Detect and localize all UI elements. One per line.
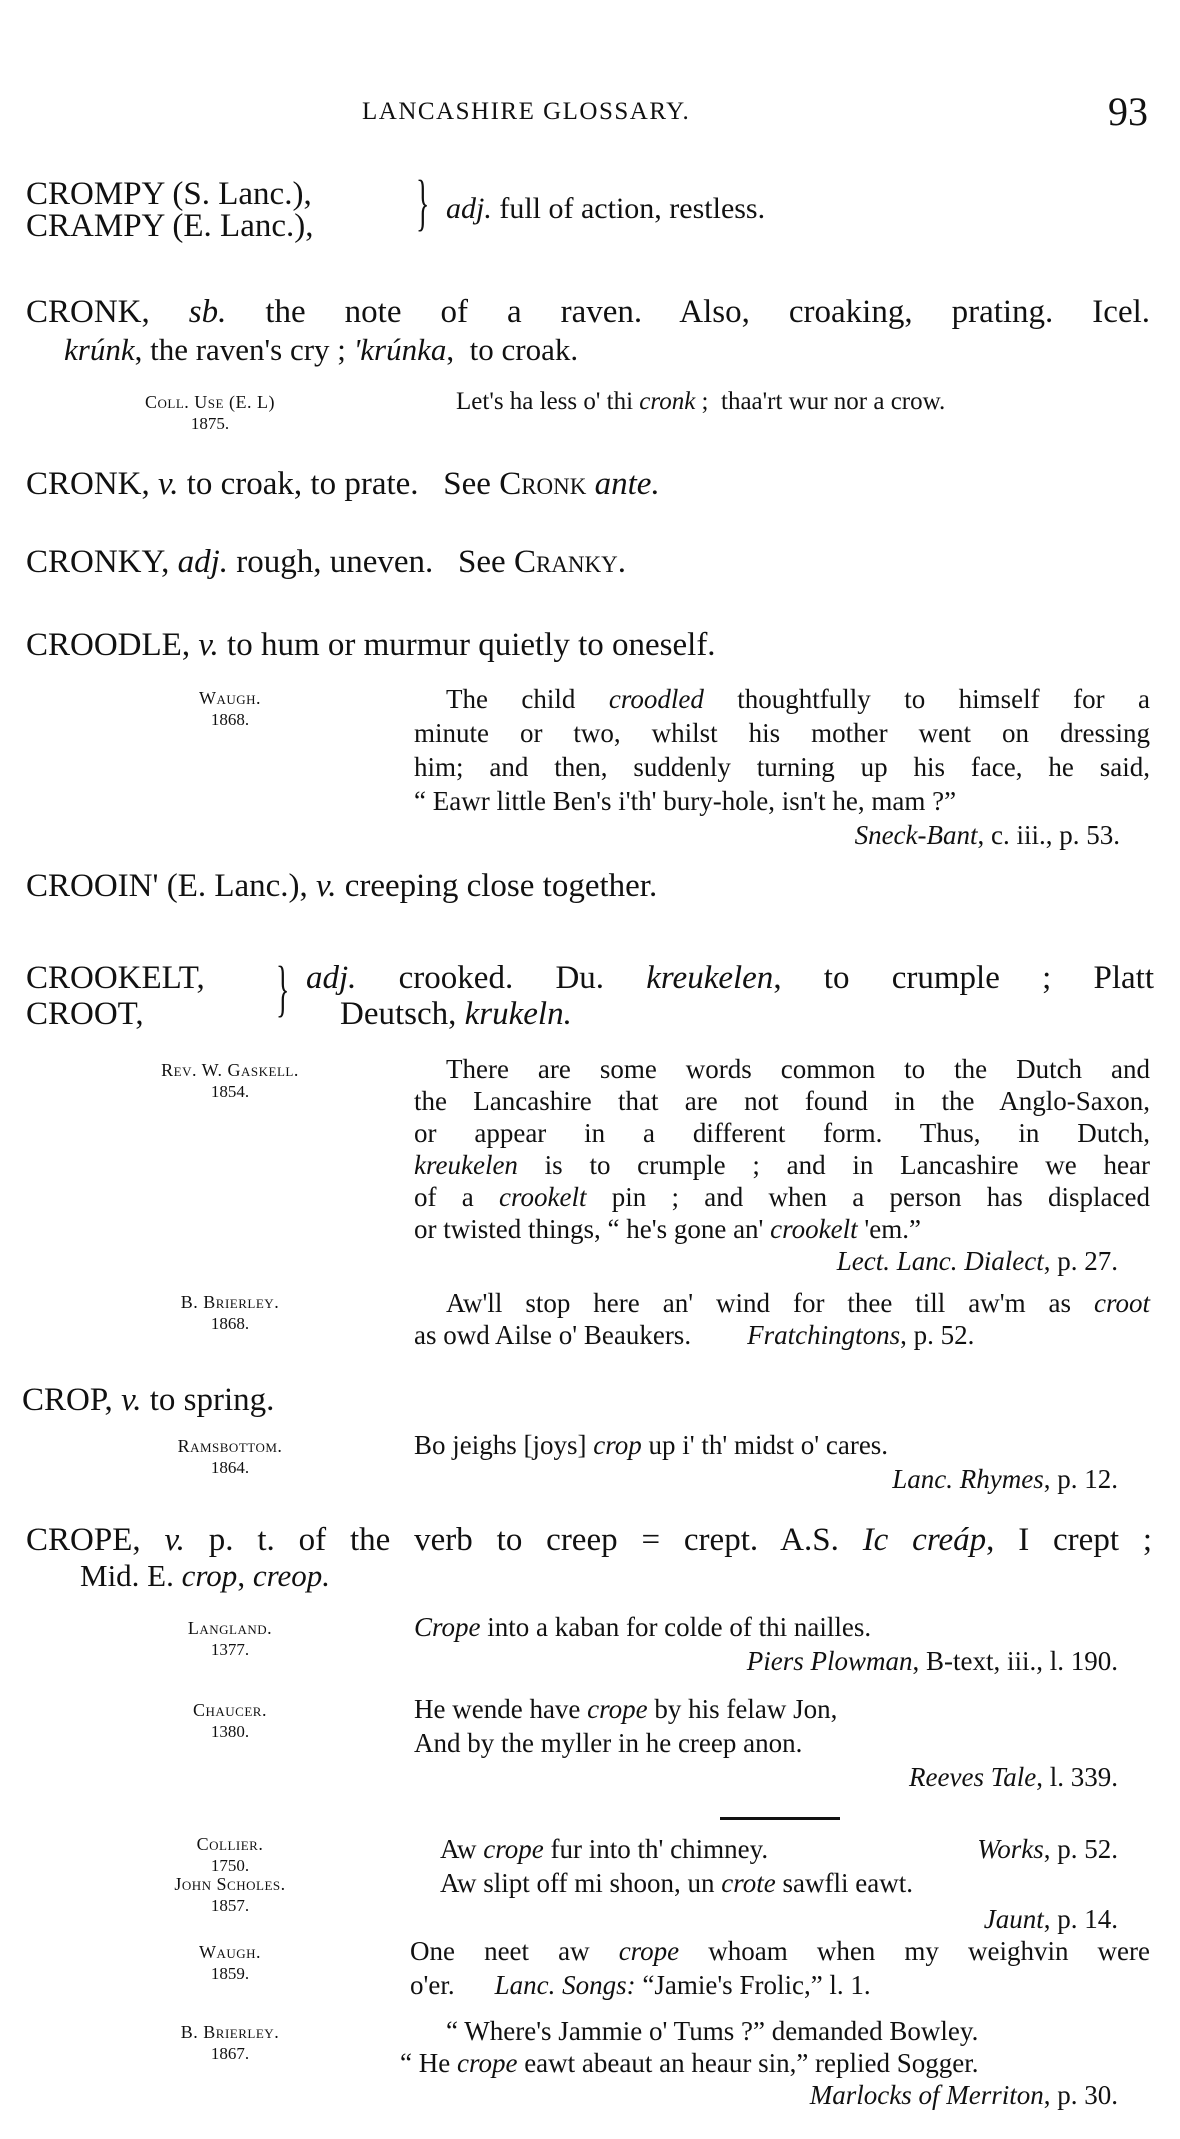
entry-cronky (26, 544, 626, 581)
citation-author: Rev. W. Gaskell. (161, 1060, 299, 1080)
text: Aw (440, 1834, 484, 1864)
text: sawfli eawt. (775, 1868, 913, 1898)
quote-line (414, 1320, 974, 1351)
brace: } (276, 955, 290, 1023)
citation-author: Collier. (196, 1834, 264, 1854)
quote-line: minute or two, whilst his mother went on dressing (414, 718, 1150, 748)
text: , to croak. (446, 332, 579, 367)
citation-year: 1875. (190, 414, 230, 433)
text: Aw'll stop here an' wind for thee till aw'm as (446, 1288, 1094, 1318)
definition-text: creeping close together. (336, 868, 658, 904)
text: crope (587, 1694, 648, 1724)
source-title: Marlocks of Merriton (809, 2080, 1044, 2110)
foreign-word: krúnk (64, 332, 135, 367)
citation-author: Ramsbottom. (177, 1436, 283, 1456)
foreign-word: kreukelen (646, 960, 774, 996)
text: of a (414, 1182, 500, 1212)
etymology (80, 1558, 330, 1594)
source-line (909, 1762, 1118, 1793)
part-of-speech: adj. (446, 192, 492, 225)
source-line (837, 1246, 1118, 1277)
source-title: Lanc. Songs: (494, 1970, 636, 2000)
headword: CROOIN' (E. Lanc.), (26, 868, 308, 904)
quote-line (400, 2048, 979, 2079)
headword-line (26, 627, 716, 664)
definition-line (306, 960, 1154, 997)
foreign-word: krukeln. (464, 996, 572, 1032)
source-title: Reeves Tale (909, 1762, 1037, 1792)
citation-author: B. Brierley. (180, 1292, 280, 1312)
citation-year: 1859. (210, 1964, 250, 1983)
text: up i' th' midst o' cares. (641, 1430, 889, 1460)
source-ref: “Jamie's Frolic,” l. 1. (635, 1970, 871, 2000)
headword-line (26, 1522, 1152, 1559)
definition-text: to hum or murmur quietly to oneself. (218, 627, 716, 663)
text: crote (721, 1868, 776, 1898)
headword: CRAMPY (E. Lanc.), (26, 208, 314, 244)
text: One neet aw (410, 1936, 619, 1966)
quote-line (414, 1430, 888, 1461)
cross-reference: Cranky. (513, 544, 626, 580)
quote-line (410, 1936, 1150, 1967)
text: He wende have (414, 1694, 588, 1724)
text: crooked. Du. (356, 960, 647, 996)
source-title: Piers Plowman (746, 1646, 913, 1676)
part-of-speech: v. (307, 868, 337, 904)
foreign-word: 'krúnka (353, 332, 447, 367)
text: Aw slipt off mi shoon, un (440, 1868, 722, 1898)
citation-year: 1864. (210, 1458, 250, 1477)
citation-year: 1867. (210, 2044, 250, 2063)
text: “ He (400, 2048, 457, 2078)
text: crop (593, 1430, 642, 1460)
text: Deutsch, (340, 996, 465, 1032)
text: , the raven's cry ; (134, 332, 354, 367)
quote-line (414, 1214, 921, 1245)
source-ref: , p. 52. (1043, 1834, 1118, 1864)
citation-year: 1857. (210, 1896, 250, 1915)
source-ref: , c. iii., p. 53. (977, 820, 1120, 850)
foreign-word: Ic creáp (862, 1522, 987, 1558)
text: The child (446, 684, 609, 714)
source-title: Works (977, 1834, 1044, 1864)
text: crope (456, 2048, 518, 2078)
text: 'em.” (857, 1214, 921, 1244)
source-line (855, 820, 1120, 851)
citation-author: Waugh. (198, 1942, 262, 1962)
source-ref: , p. 12. (1043, 1464, 1118, 1494)
source-line (977, 1834, 1118, 1865)
source-line (747, 1646, 1118, 1677)
quote-line (446, 684, 1150, 715)
headword: CRONK, (26, 466, 150, 502)
etymology (64, 332, 578, 368)
foreign-word: crop (181, 1558, 238, 1593)
text: croot (1094, 1288, 1150, 1318)
source-title: Jaunt (983, 1904, 1044, 1934)
quote-line (446, 1288, 1150, 1319)
quote-line: “ Eawr little Ben's i'th' bury-hole, isn't he, mam ?” (414, 786, 957, 816)
text: fur into th' chimney. (543, 1834, 769, 1864)
definition-text: p. t. of the verb to creep = crept. A.S. (184, 1522, 863, 1558)
text: into a kaban for colde of thi nailles. (480, 1612, 872, 1642)
source-ref: , p. 52. (900, 1320, 975, 1350)
quote-line (414, 1694, 837, 1725)
quote-line (414, 1182, 1150, 1213)
headword: CROMPY (S. Lanc.), (26, 176, 312, 212)
part-of-speech: adj. (306, 960, 357, 996)
citation-author: Chaucer. (193, 1700, 267, 1720)
running-header: LANCASHIRE GLOSSARY. (362, 98, 691, 125)
quote-line: “ Where's Jammie o' Tums ?” demanded Bowley. (446, 2016, 979, 2046)
text: , to crumple ; Platt (773, 960, 1154, 996)
citation-author: John Scholes. (174, 1874, 286, 1894)
citation-author: B. Brierley. (180, 2022, 280, 2042)
definition-text: to spring. (141, 1382, 275, 1418)
definition (446, 192, 765, 226)
headword-line (26, 294, 1150, 331)
source-line (810, 2080, 1118, 2111)
source-ref: , p. 14. (1043, 1904, 1118, 1934)
part-of-speech: v. (149, 466, 179, 502)
text: pin ; and when a person has displaced (586, 1182, 1150, 1212)
part-of-speech: adj. (169, 544, 229, 580)
text: crookelt (499, 1182, 587, 1212)
part-of-speech: sb. (149, 294, 227, 330)
text: whoam when my weighvin were (679, 1936, 1150, 1966)
text: , I crept ; (986, 1522, 1153, 1558)
text: o'er. (410, 1970, 455, 2000)
headword: CROOT, (26, 996, 144, 1032)
headword: CRONKY, (26, 544, 170, 580)
headword: CROPE, (26, 1522, 141, 1558)
definition-line (340, 996, 572, 1033)
definition-text: rough, uneven. See (228, 544, 514, 580)
headword: CROODLE, (26, 627, 191, 663)
quote-line: And by the myller in he creep anon. (414, 1728, 803, 1758)
source-ref: , p. 27. (1043, 1246, 1118, 1276)
headword-line (22, 1382, 274, 1419)
text: Crope (414, 1612, 481, 1642)
source-title: Lect. Lanc. Dialect (836, 1246, 1044, 1276)
text: crookelt (770, 1214, 858, 1244)
citation-year: 1868. (210, 710, 250, 729)
quote-line (440, 1834, 768, 1865)
citation-year: 1380. (210, 1722, 250, 1741)
citation-year: 1377. (210, 1640, 250, 1659)
definition-text: full of action, restless. (491, 192, 766, 225)
text: Bo jeighs [joys] (414, 1430, 594, 1460)
text: ; thaa'rt wur nor a crow. (695, 388, 946, 415)
source-title: Fratchingtons (747, 1320, 901, 1350)
text: Let's ha less o' thi (456, 388, 640, 415)
citation-author: Waugh. (198, 688, 262, 708)
text: Mid. E. (80, 1558, 182, 1593)
source-ref: , B-text, iii., l. 190. (912, 1646, 1118, 1676)
text: , (237, 1558, 253, 1593)
text: as owd Ailse o' Beaukers. (414, 1320, 692, 1350)
citation-author: Coll. Use (E. L) (145, 392, 275, 412)
text: cronk (639, 388, 696, 415)
citation-year: 1854. (210, 1082, 250, 1101)
part-of-speech: v. (190, 627, 219, 663)
definition-text: to croak, to prate. See (178, 466, 500, 502)
citation-author: Langland. (187, 1618, 273, 1638)
source-ref: , l. 339. (1036, 1762, 1118, 1792)
citation-year: 1750. (210, 1856, 250, 1875)
foreign-word: creop. (252, 1558, 330, 1593)
entry-crooin (26, 868, 657, 905)
quote-line (414, 1150, 1150, 1181)
text: croodled (608, 684, 704, 714)
source-line (984, 1904, 1118, 1935)
citation-quote (456, 388, 945, 416)
text: by his felaw Jon, (647, 1694, 838, 1724)
source-line (892, 1464, 1118, 1495)
quote-line (440, 1868, 913, 1899)
headword: CROOKELT, (26, 960, 205, 996)
brace: } (416, 169, 430, 237)
text: or twisted things, “ he's gone an' (414, 1214, 771, 1244)
part-of-speech: v. (112, 1382, 142, 1418)
divider-rule (720, 1817, 840, 1820)
quote-line: or appear in a different form. Thus, in Dutch, (414, 1118, 1150, 1148)
source-title: Lanc. Rhymes (892, 1464, 1044, 1494)
text: thoughtfully to himself for a (703, 684, 1151, 714)
quote-line (410, 1970, 871, 2001)
headword: CROP, (22, 1382, 113, 1418)
quote-line (414, 1612, 871, 1643)
page-number: 93 (1108, 89, 1148, 134)
quote-line: him; and then, suddenly turning up his face, he said, (414, 752, 1150, 782)
text: crope (618, 1936, 680, 1966)
source-title: Sneck-Bant (854, 820, 978, 850)
text: eawt abeaut an heaur sin,” replied Sogger. (517, 2048, 979, 2078)
citation-year: 1868. (210, 1314, 250, 1333)
text: kreukelen (414, 1150, 518, 1180)
quote-line: the Lancashire that are not found in the Anglo-Saxon, (414, 1086, 1150, 1116)
source-ref: , p. 30. (1043, 2080, 1118, 2110)
headword: CRONK, (26, 294, 150, 330)
text: ante. (586, 466, 660, 502)
cross-reference: Cronk (499, 466, 587, 502)
part-of-speech: v. (140, 1522, 185, 1558)
definition-text: the note of a raven. Also, croaking, prating. Icel. (226, 294, 1151, 330)
text: is to crumple ; and in Lancashire we hear (517, 1150, 1150, 1180)
quote-line: There are some words common to the Dutch and (446, 1054, 1150, 1084)
entry-cronk-v (26, 466, 660, 503)
text: crope (483, 1834, 544, 1864)
